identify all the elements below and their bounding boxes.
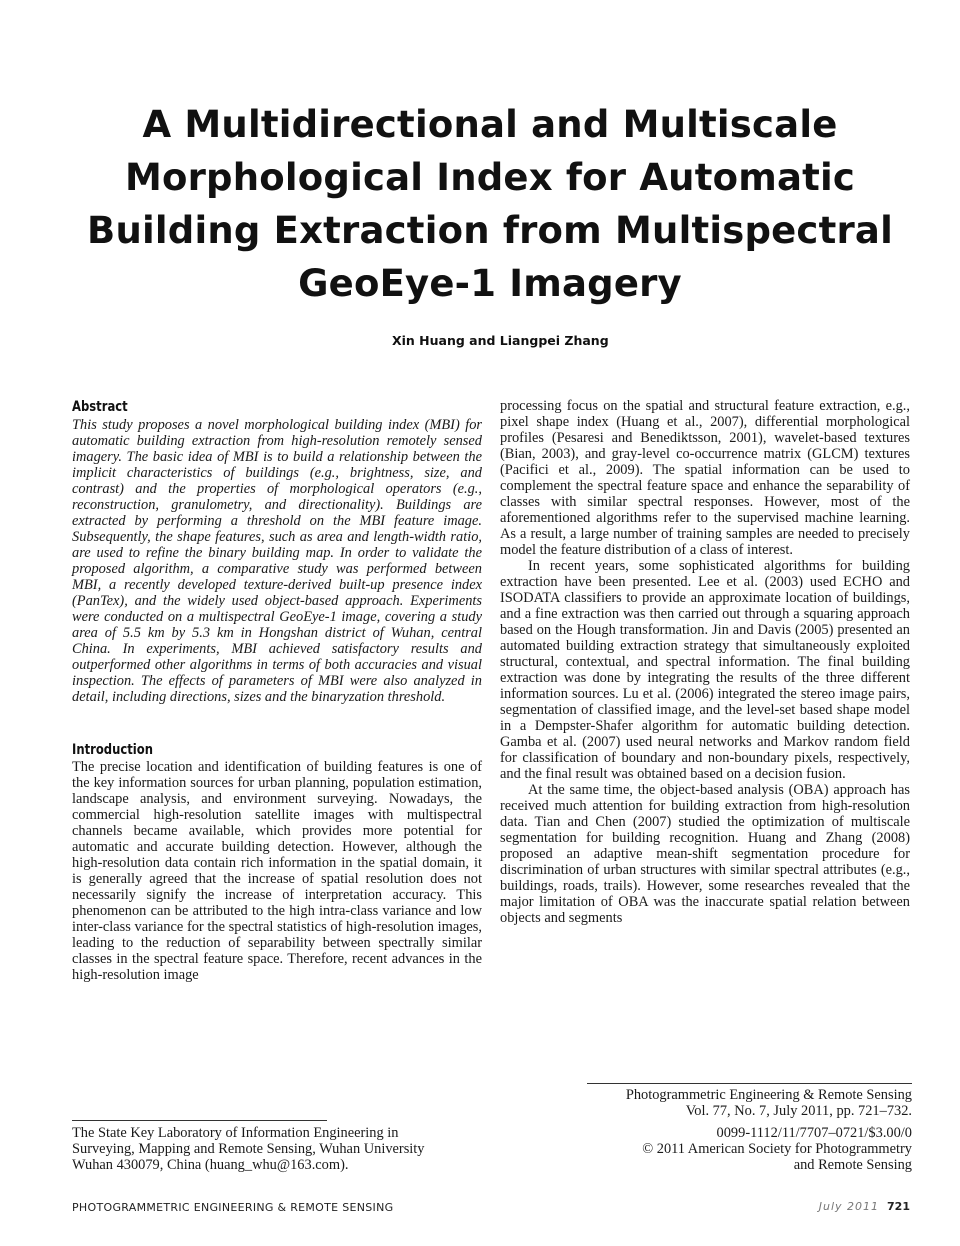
copyright-line-1: © 2011 American Society for Photogrammetry xyxy=(642,1141,912,1157)
title-line-4: GeoEye-1 Imagery xyxy=(298,262,682,305)
intro-paragraph-2: processing focus on the spatial and structural feature extraction, e.g., pixel shape index (Huang et al., 2007), differential morphological profiles (Pesaresi and Benediktsson, 2001), wavelet-based textures (Bian, 2003), and gray-level co-occurrence matrix (GLCM) textures (Pacifici et al., 2009). The spatial information can be used to complement the spectral feature space and enhance the separability of classes with similar spectral responses. However, most of the aforementioned algorithms refer to the supervised machine learning. As a result, a large number of training samples are needed to precisely model the feature distribution of a class of interest. xyxy=(500,398,910,558)
footer-page-info xyxy=(800,1200,910,1213)
introduction-heading: Introduction xyxy=(72,742,153,758)
copyright-line-2: and Remote Sensing xyxy=(793,1157,912,1173)
abstract-body: This study proposes a novel morphological building index (MBI) for automatic building extraction from high-resolution remotely sensed imagery. The basic idea of MBI is to build a relationship between the implicit characteristics of buildings (e.g., brightness, size, and contrast) and the properties of morphological operators (e.g., reconstruction, granulometry, and directionality). Buildings are extracted by performing a threshold on the MBI feature image. Subsequently, the shape features, such as area and length-width ratio, are used to refine the binary building map. In order to validate the proposed algorithm, a comparative study was performed between MBI, a recently developed texture-derived built-up presence index (PanTex), and the widely used object-based approach. Experiments were conducted on a multispectral GeoEye-1 image, covering a study area of 5.5 km by 5.3 km in Hongshan district of Wuhan, central China. In experiments, MBI achieved satisfactory results and outperformed other algorithms in terms of both accuracies and visual inspection. The effects of parameters of MBI were also analyzed in detail, including directions, sizes and the binaryzation threshold. xyxy=(72,417,482,705)
journal-name: Photogrammetric Engineering & Remote Sensing xyxy=(625,1087,912,1103)
title-line-3: Building Extraction from Multispectral xyxy=(87,209,893,252)
abstract-heading: Abstract xyxy=(72,399,128,415)
right-column xyxy=(500,398,910,926)
title-line-2: Morphological Index for Automatic xyxy=(124,156,856,199)
authors: Xin Huang and Liangpei Zhang xyxy=(392,333,609,348)
intro-paragraph-4: At the same time, the object-based analysis (OBA) approach has received much attention for building extraction from high-resolution data. Tian and Chen (2007) studied the optimization of multiscale segmentation for building recognition. Huang and Zhang (2008) proposed an adaptive mean-shift segmentation procedure for discrimination of urban structures with similar spectral attributes (e.g., buildings, roads, trails). However, some researches revealed that the major limitation of OBA was the inaccurate spatial relation between objects and segments xyxy=(500,782,910,926)
affiliation-note xyxy=(72,1120,482,1173)
affiliation-line-1: The State Key Laboratory of Information Engineering in xyxy=(72,1125,399,1141)
affiliation-line-3: Wuhan 430079, China (huang_whu@163.com). xyxy=(72,1157,349,1173)
page-number: 721 xyxy=(887,1200,910,1213)
intro-paragraph-1: The precise location and identification of building features is one of the key information sources for urban planning, population estimation, landscape analysis, and environment surveying. Nowadays, the commercial high-resolution satellite images with multispectral channels became available, which provides more potential for automatic and accurate building detection. However, although the high-resolution data contain rich information in the spatial domain, it is generally agreed that the increase of spatial resolution does not necessarily signify the increase of interpretation accuracy. This phenomenon can be attributed to the high intra-class variance and low inter-class variance for the spectral statistics of high-resolution images, leading to the reduction of separability between spectrally similar classes in the spectral feature space. Therefore, recent advances in the high-resolution image xyxy=(72,759,482,983)
title-line-1: A Multidirectional and Multiscale xyxy=(142,103,838,146)
article-code: 0099-1112/11/7707–0721/$3.00/0 xyxy=(716,1125,912,1141)
intro-paragraph-3: In recent years, some sophisticated algorithms for building extraction have been presented. Lee et al. (2003) used ECHO and ISODATA classifiers to provide an approximate location of buildings, and a fine extraction was then carried out through a squaring approach based on the Hough transformation. Jin and Davis (2005) presented an automated building extraction strategy that simultaneously exploited structural, contextual, and spectral information. The final building extraction was done by integrating the results of the three different information sources. Lu et al. (2006) integrated the stereo image pairs, segmentation of classified image, and the level-set based shape model in a Dempster-Shafer algorithm for automatic building detection. Gamba et al. (2007) used neural networks and Markov random field for classification of boundary and non-boundary pixels, respectively, and the final result was obtained based on a decision fusion. xyxy=(500,558,910,782)
publication-info xyxy=(587,1083,912,1173)
footnote-rule xyxy=(72,1120,327,1121)
paper-title xyxy=(80,98,900,310)
left-column xyxy=(72,398,482,983)
volume-info: Vol. 77, No. 7, July 2011, pp. 721–732. xyxy=(685,1103,912,1119)
footer-journal: PHOTOGRAMMETRIC ENGINEERING & REMOTE SENSING xyxy=(72,1201,394,1214)
footer-date: July 2011 xyxy=(818,1200,880,1213)
affiliation-line-2: Surveying, Mapping and Remote Sensing, Wuhan University xyxy=(72,1141,425,1157)
